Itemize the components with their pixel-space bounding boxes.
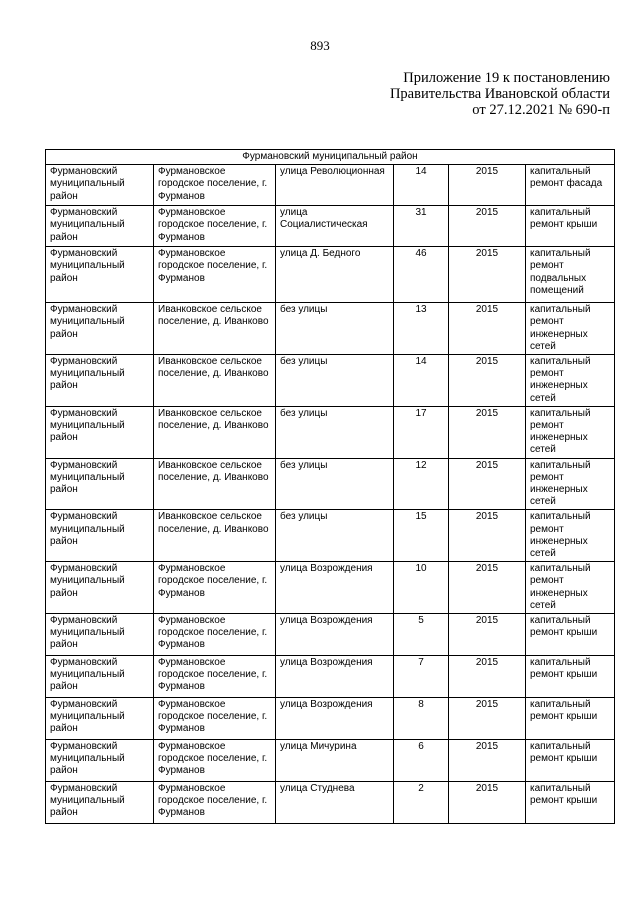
district-cell: Фурмановский муниципальный район [46,303,154,355]
year-cell: 2015 [449,303,526,355]
year-cell: 2015 [449,740,526,782]
section-title: Фурмановский муниципальный район [46,150,615,165]
house-number-cell: 12 [394,458,449,510]
appendix-line-3: от 27.12.2021 № 690-п [472,102,610,118]
work-type-cell: капитальный ремонт инженерных сетей [526,458,615,510]
table-row [46,698,615,740]
settlement-cell: Фурмановское городское поселение, г. Фурманов [154,247,276,303]
table-row [46,656,615,698]
table-row [46,206,615,247]
work-type-cell: капитальный ремонт фасада [526,165,615,206]
district-cell: Фурмановский муниципальный район [46,562,154,614]
settlement-cell: Иванковское сельское поселение, д. Иванково [154,303,276,355]
street-cell: улица Возрождения [276,656,394,698]
work-type-cell: капитальный ремонт инженерных сетей [526,406,615,458]
work-type-cell: капитальный ремонт крыши [526,698,615,740]
year-cell: 2015 [449,206,526,247]
district-cell: Фурмановский муниципальный район [46,510,154,562]
year-cell: 2015 [449,165,526,206]
street-cell: улица Студнева [276,782,394,824]
street-cell: улица Мичурина [276,740,394,782]
street-cell: без улицы [276,303,394,355]
district-cell: Фурмановский муниципальный район [46,656,154,698]
year-cell: 2015 [449,782,526,824]
street-cell: улица Возрождения [276,562,394,614]
district-cell: Фурмановский муниципальный район [46,406,154,458]
settlement-cell: Фурмановское городское поселение, г. Фурманов [154,206,276,247]
table-row [46,614,615,656]
street-cell: улица Революционная [276,165,394,206]
district-cell: Фурмановский муниципальный район [46,740,154,782]
work-type-cell: капитальный ремонт инженерных сетей [526,562,615,614]
table-row [46,562,615,614]
district-cell: Фурмановский муниципальный район [46,355,154,407]
work-type-cell: капитальный ремонт крыши [526,614,615,656]
table-row [46,406,615,458]
table-row [46,355,615,407]
street-cell: улица Возрождения [276,614,394,656]
house-number-cell: 31 [394,206,449,247]
work-type-cell: капитальный ремонт подвальных помещений [526,247,615,303]
year-cell: 2015 [449,614,526,656]
district-cell: Фурмановский муниципальный район [46,782,154,824]
settlement-cell: Фурмановское городское поселение, г. Фурманов [154,698,276,740]
district-cell: Фурмановский муниципальный район [46,165,154,206]
settlement-cell: Иванковское сельское поселение, д. Иванково [154,406,276,458]
street-cell: улица Возрождения [276,698,394,740]
street-cell: без улицы [276,406,394,458]
year-cell: 2015 [449,355,526,407]
district-cell: Фурмановский муниципальный район [46,206,154,247]
year-cell: 2015 [449,562,526,614]
year-cell: 2015 [449,247,526,303]
house-number-cell: 14 [394,165,449,206]
table-row [46,510,615,562]
street-cell: без улицы [276,510,394,562]
street-cell: улица Д. Бедного [276,247,394,303]
house-number-cell: 13 [394,303,449,355]
settlement-cell: Фурмановское городское поселение, г. Фурманов [154,656,276,698]
table-row [46,247,615,303]
house-number-cell: 14 [394,355,449,407]
house-number-cell: 6 [394,740,449,782]
table-row [46,458,615,510]
work-type-cell: капитальный ремонт инженерных сетей [526,355,615,407]
work-type-cell: капитальный ремонт крыши [526,656,615,698]
district-cell: Фурмановский муниципальный район [46,458,154,510]
table-row [46,740,615,782]
work-type-cell: капитальный ремонт крыши [526,782,615,824]
house-number-cell: 8 [394,698,449,740]
repair-register-table [45,149,615,824]
settlement-cell: Фурмановское городское поселение, г. Фурманов [154,614,276,656]
house-number-cell: 5 [394,614,449,656]
house-number-cell: 15 [394,510,449,562]
settlement-cell: Фурмановское городское поселение, г. Фурманов [154,165,276,206]
house-number-cell: 10 [394,562,449,614]
year-cell: 2015 [449,698,526,740]
district-cell: Фурмановский муниципальный район [46,247,154,303]
work-type-cell: капитальный ремонт инженерных сетей [526,303,615,355]
house-number-cell: 7 [394,656,449,698]
settlement-cell: Иванковское сельское поселение, д. Иванково [154,510,276,562]
table-row [46,782,615,824]
work-type-cell: капитальный ремонт крыши [526,206,615,247]
year-cell: 2015 [449,406,526,458]
year-cell: 2015 [449,458,526,510]
table-row [46,303,615,355]
work-type-cell: капитальный ремонт инженерных сетей [526,510,615,562]
page-number: 893 [310,38,330,53]
house-number-cell: 17 [394,406,449,458]
year-cell: 2015 [449,656,526,698]
appendix-line-2: Правительства Ивановской области [389,86,610,102]
settlement-cell: Иванковское сельское поселение, д. Иванково [154,355,276,407]
settlement-cell: Фурмановское городское поселение, г. Фурманов [154,562,276,614]
street-cell: без улицы [276,458,394,510]
section-header-row [46,150,615,165]
settlement-cell: Иванковское сельское поселение, д. Иванково [154,458,276,510]
appendix-line-1: Приложение 19 к постановлению [403,70,610,86]
settlement-cell: Фурмановское городское поселение, г. Фурманов [154,782,276,824]
district-cell: Фурмановский муниципальный район [46,698,154,740]
year-cell: 2015 [449,510,526,562]
appendix-header [390,70,610,118]
house-number-cell: 46 [394,247,449,303]
settlement-cell: Фурмановское городское поселение, г. Фурманов [154,740,276,782]
street-cell: без улицы [276,355,394,407]
work-type-cell: капитальный ремонт крыши [526,740,615,782]
table-row [46,165,615,206]
district-cell: Фурмановский муниципальный район [46,614,154,656]
house-number-cell: 2 [394,782,449,824]
street-cell: улица Социалистическая [276,206,394,247]
